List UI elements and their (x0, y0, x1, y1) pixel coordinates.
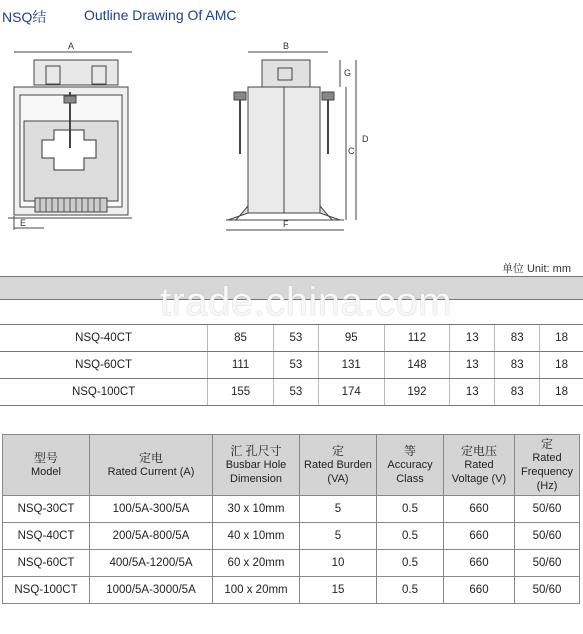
label-c: C (348, 146, 355, 156)
cell: 13 (450, 325, 495, 352)
cell: 18 (540, 325, 583, 352)
header-rated-burden: 定 Rated Burden (VA) (300, 435, 377, 496)
cell: 400/5A-1200/5A (90, 550, 213, 577)
cell: 83 (495, 379, 540, 406)
table-row (0, 379, 583, 406)
cell: 13 (450, 352, 495, 379)
cell: 95 (318, 325, 384, 352)
header-rated-voltage: 定电压 Rated Voltage (V) (444, 435, 515, 496)
header-busbar-hole: 汇 孔尺寸 Busbar Hole Dimension (213, 435, 300, 496)
header-rated-frequency: 定 Rated Frequency (Hz) (515, 435, 580, 496)
header-rated-current: 定电 Rated Current (A) (90, 435, 213, 496)
header-accuracy-class: 等 Accuracy Class (377, 435, 444, 496)
cell: 5 (300, 496, 377, 523)
cell: 53 (273, 379, 318, 406)
spec-table (2, 434, 580, 604)
cell: 15 (300, 577, 377, 604)
label-e: E (20, 218, 27, 228)
cell: 100 x 20mm (213, 577, 300, 604)
header-model: 型号 Model (3, 435, 90, 496)
cell: 50/60 (515, 550, 580, 577)
cell: 10 (300, 550, 377, 577)
label-a: A (68, 41, 75, 51)
cell: NSQ-40CT (3, 523, 90, 550)
cell: 112 (384, 325, 450, 352)
cell: NSQ-60CT (3, 550, 90, 577)
cell: 660 (444, 496, 515, 523)
cell: 85 (208, 325, 274, 352)
cell: 13 (450, 379, 495, 406)
cell: 30 x 10mm (213, 496, 300, 523)
watermark: trade.china.com (160, 280, 453, 324)
table-row (3, 523, 580, 550)
cell: 50/60 (515, 523, 580, 550)
cell: 0.5 (377, 496, 444, 523)
cell: 100/5A-300/5A (90, 496, 213, 523)
cell: 0.5 (377, 577, 444, 604)
cell: 192 (384, 379, 450, 406)
cell: 155 (208, 379, 274, 406)
front-top-bar (34, 60, 118, 85)
cell: 200/5A-800/5A (90, 523, 213, 550)
label-d: D (362, 134, 369, 144)
cell: 50/60 (515, 496, 580, 523)
cell: 40 x 10mm (213, 523, 300, 550)
cell: NSQ-30CT (3, 496, 90, 523)
table-row (3, 577, 580, 604)
table-row (0, 352, 583, 379)
cell: 50/60 (515, 577, 580, 604)
cell: 18 (540, 379, 583, 406)
cell: 53 (273, 325, 318, 352)
cell: 131 (318, 352, 384, 379)
title-english: Outline Drawing Of AMC (84, 7, 237, 23)
label-f: F (283, 219, 289, 229)
spec-header-row (3, 435, 580, 496)
title-chinese: NSQ结 (2, 9, 47, 25)
cell: 83 (495, 352, 540, 379)
cell: NSQ-100CT (3, 577, 90, 604)
cell: 660 (444, 523, 515, 550)
cell: 111 (208, 352, 274, 379)
cell: 0.5 (377, 550, 444, 577)
cell: 148 (384, 352, 450, 379)
table-row (0, 325, 583, 352)
cell: 660 (444, 550, 515, 577)
cell: 18 (540, 352, 583, 379)
outline-drawing (0, 30, 583, 240)
label-b: B (283, 41, 290, 51)
cell: 0.5 (377, 523, 444, 550)
unit-label: 单位 Unit: mm (501, 263, 571, 275)
model-cell: NSQ-100CT (0, 379, 208, 406)
cell: 60 x 20mm (213, 550, 300, 577)
cell: 1000/5A-3000/5A (90, 577, 213, 604)
model-cell: NSQ-60CT (0, 352, 208, 379)
side-terminal (262, 60, 310, 87)
model-cell: NSQ-40CT (0, 325, 208, 352)
cell: 660 (444, 577, 515, 604)
cell: 174 (318, 379, 384, 406)
cell: 53 (273, 352, 318, 379)
table-row (3, 496, 580, 523)
label-g: G (344, 68, 352, 78)
cell: 83 (495, 325, 540, 352)
cell: 5 (300, 523, 377, 550)
table-row (3, 550, 580, 577)
